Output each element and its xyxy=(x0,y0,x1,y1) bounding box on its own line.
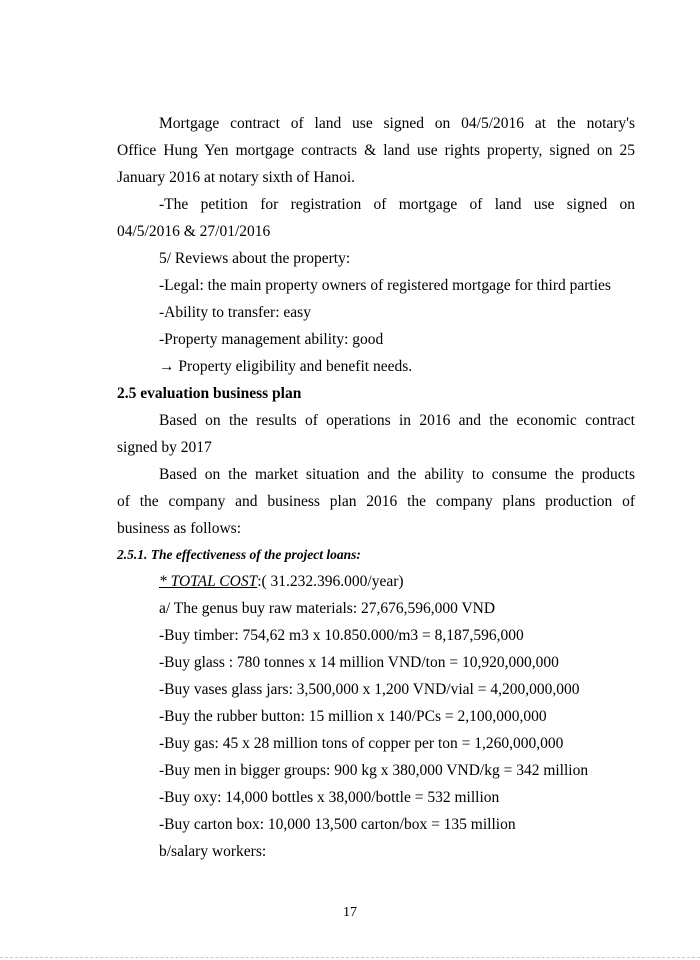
paragraph-mortgage-contract-line-1: Mortgage contract of land use signed on 04/5/2016 at the notary's xyxy=(159,115,635,132)
cost-item-men-groups: -Buy men in bigger groups: 900 kg x 380,000 VND/kg = 342 million xyxy=(159,762,589,779)
paragraph-market-line-3: business as follows: xyxy=(117,520,241,537)
paragraph-petition-line-2: 04/5/2016 & 27/01/2016 xyxy=(117,223,271,240)
paragraph-mortgage-contract-line-2: Office Hung Yen mortgage contracts & land use rights property, signed on 25 xyxy=(117,142,635,159)
paragraph-results-line-2: signed by 2017 xyxy=(117,439,212,456)
cost-item-vases: -Buy vases glass jars: 3,500,000 x 1,200 VND/vial = 4,200,000,000 xyxy=(159,681,580,698)
cost-item-carton-box: -Buy carton box: 10,000 13,500 carton/box = 135 million xyxy=(159,816,516,833)
paragraph-petition-line-1: -The petition for registration of mortgage of land use signed on xyxy=(159,196,635,213)
review-eligibility: → Property eligibility and benefit needs. xyxy=(159,358,413,375)
page-number: 17 xyxy=(343,905,357,920)
paragraph-mortgage-contract-line-3: January 2016 at notary sixth of Hanoi. xyxy=(117,169,356,186)
review-management: -Property management ability: good xyxy=(159,331,384,348)
cost-item-rubber-button: -Buy the rubber button: 15 million x 140/PCs = 2,100,000,000 xyxy=(159,708,547,725)
raw-materials-heading: a/ The genus buy raw materials: 27,676,596,000 VND xyxy=(159,600,496,617)
cost-item-oxy: -Buy oxy: 14,000 bottles x 38,000/bottle = 532 million xyxy=(159,789,500,806)
salary-workers-heading: b/salary workers: xyxy=(159,843,267,860)
paragraph-market-line-1: Based on the market situation and the ability to consume the products xyxy=(159,466,635,483)
cost-item-glass: -Buy glass : 780 tonnes x 14 million VND/ton = 10,920,000,000 xyxy=(159,654,559,671)
total-cost-label: * TOTAL COST xyxy=(159,573,258,590)
section-heading-2-5: 2.5 evaluation business plan xyxy=(117,385,302,402)
cost-item-timber: -Buy timber: 754,62 m3 x 10.850.000/m3 = 8,187,596,000 xyxy=(159,627,524,644)
subsection-heading-2-5-1: 2.5.1. The effectiveness of the project loans: xyxy=(117,547,361,562)
total-cost-line xyxy=(159,572,635,592)
paragraph-results-line-1: Based on the results of operations in 2016 and the economic contract xyxy=(159,412,635,429)
review-transfer: -Ability to transfer: easy xyxy=(159,304,311,321)
paragraph-market-line-2: of the company and business plan 2016 the company plans production of xyxy=(117,493,635,510)
total-cost-value: :( 31.232.396.000/year) xyxy=(257,573,404,590)
cost-item-gas: -Buy gas: 45 x 28 million tons of copper per ton = 1,260,000,000 xyxy=(159,735,564,752)
reviews-heading: 5/ Reviews about the property: xyxy=(159,250,351,267)
page-bottom-divider xyxy=(0,957,700,958)
review-legal: -Legal: the main property owners of registered mortgage for third parties xyxy=(159,277,611,294)
